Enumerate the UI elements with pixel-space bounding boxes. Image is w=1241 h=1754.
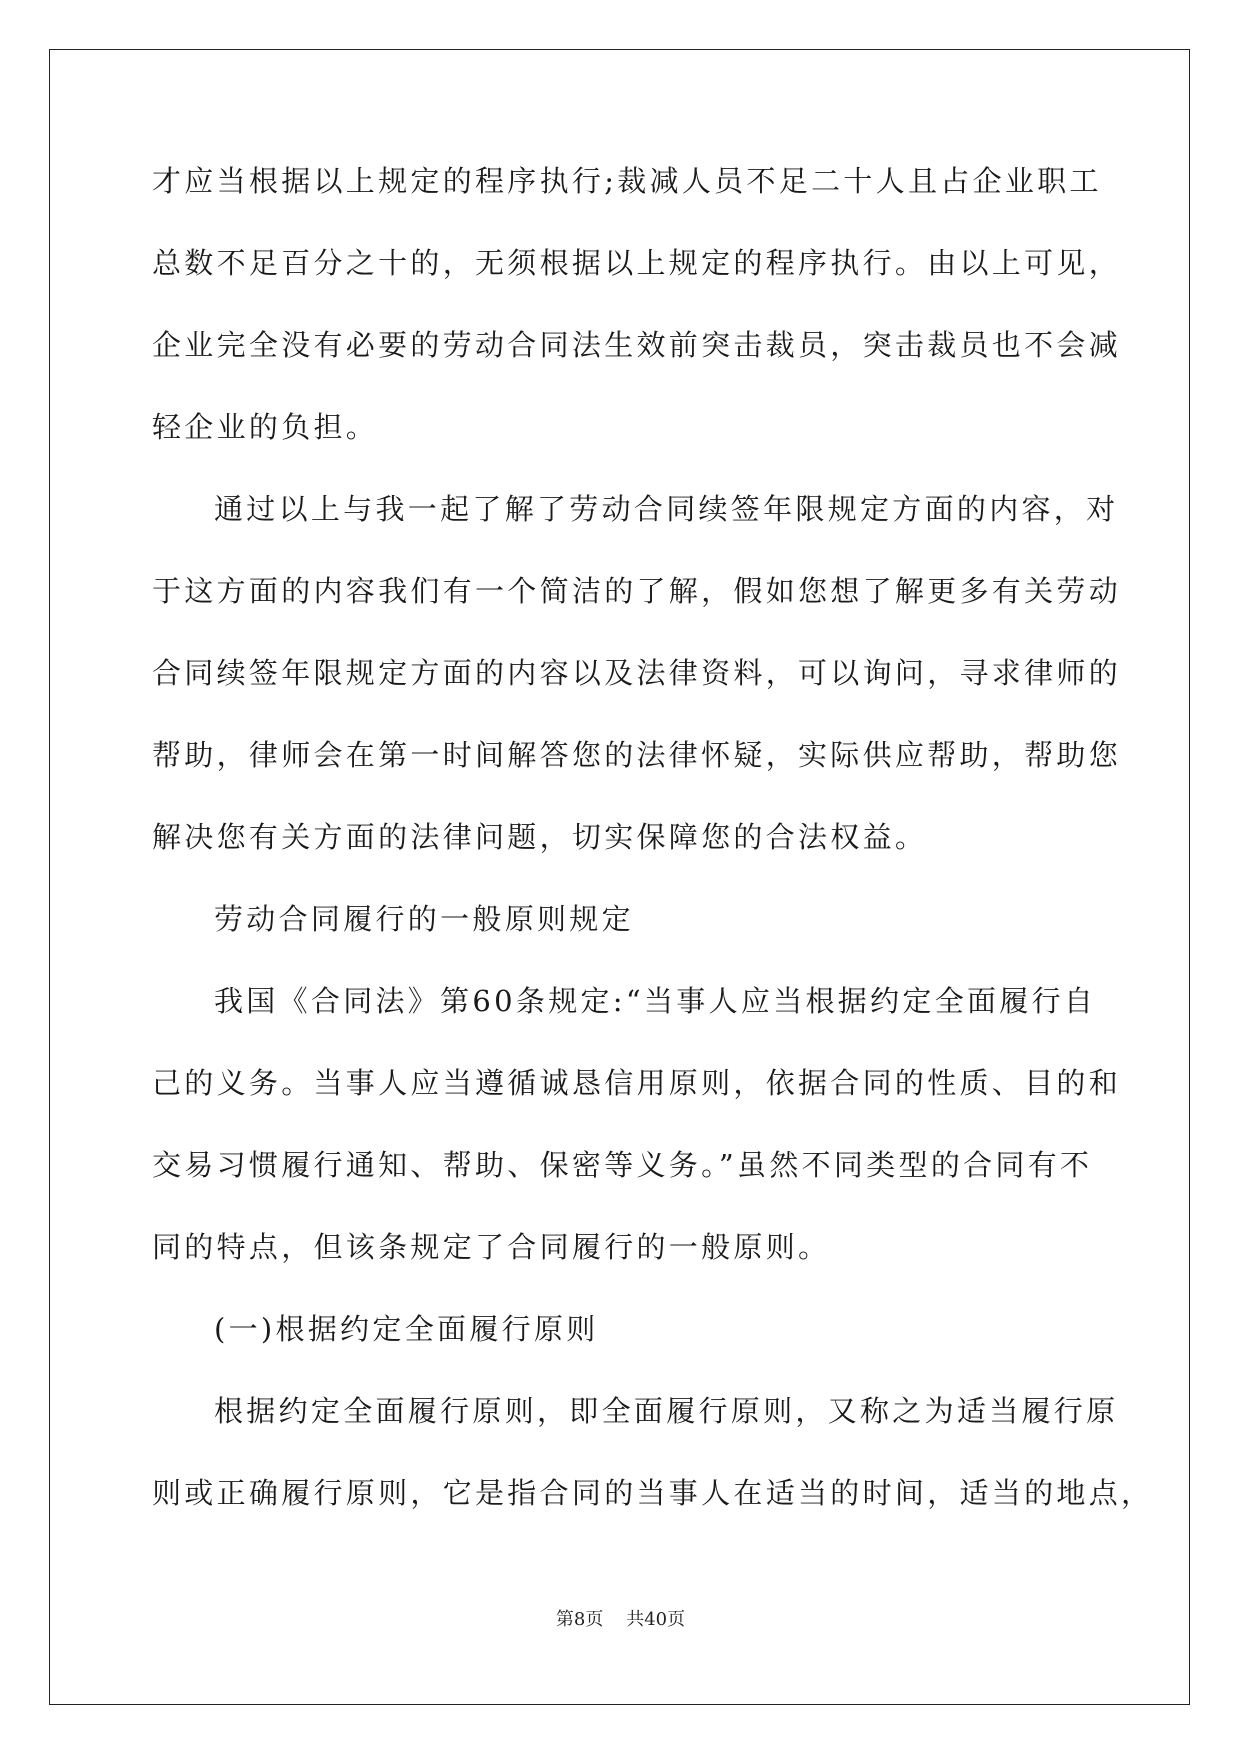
- body-line: 企业完全没有必要的劳动合同法生效前突击裁员，突击裁员也不会减: [152, 328, 1122, 362]
- body-line: 解决您有关方面的法律问题，切实保障您的合法权益。: [152, 820, 928, 854]
- body-line: 轻企业的负担。: [152, 410, 379, 444]
- page-number-footer: 第8页 共40页: [555, 1609, 686, 1630]
- body-line: 同的特点，但该条规定了合同履行的一般原则。: [152, 1230, 831, 1264]
- body-line: 交易习惯履行通知、帮助、保密等义务。”虽然不同类型的合同有不: [152, 1148, 1093, 1182]
- document-body: [152, 160, 1154, 1554]
- paragraph-start-line: 根据约定全面履行原则，即全面履行原则，又称之为适当履行原: [214, 1394, 1119, 1428]
- body-line: 己的义务。当事人应当遵循诚恳信用原则，依据合同的性质、目的和: [152, 1066, 1122, 1100]
- body-line: 于这方面的内容我们有一个简洁的了解，假如您想了解更多有关劳动: [152, 574, 1122, 608]
- body-line: 总数不足百分之十的，无须根据以上规定的程序执行。由以上可见，: [152, 246, 1122, 280]
- section-heading: 劳动合同履行的一般原则规定: [214, 902, 634, 936]
- body-line: 才应当根据以上规定的程序执行;裁减人员不足二十人且占企业职工: [152, 164, 1102, 198]
- paragraph-start-line: 我国《合同法》第60条规定:“当事人应当根据约定全面履行自: [214, 984, 1097, 1018]
- paragraph-start-line: 通过以上与我一起了解了劳动合同续签年限规定方面的内容，对: [214, 492, 1119, 526]
- body-line: 合同续签年限规定方面的内容以及法律资料，可以询问，寻求律师的: [152, 656, 1122, 690]
- subsection-heading: (一)根据约定全面履行原则: [214, 1312, 599, 1346]
- body-line: 则或正确履行原则，它是指合同的当事人在适当的时间，适当的地点，: [152, 1476, 1154, 1510]
- body-line: 帮助，律师会在第一时间解答您的法律怀疑，实际供应帮助，帮助您: [152, 738, 1122, 772]
